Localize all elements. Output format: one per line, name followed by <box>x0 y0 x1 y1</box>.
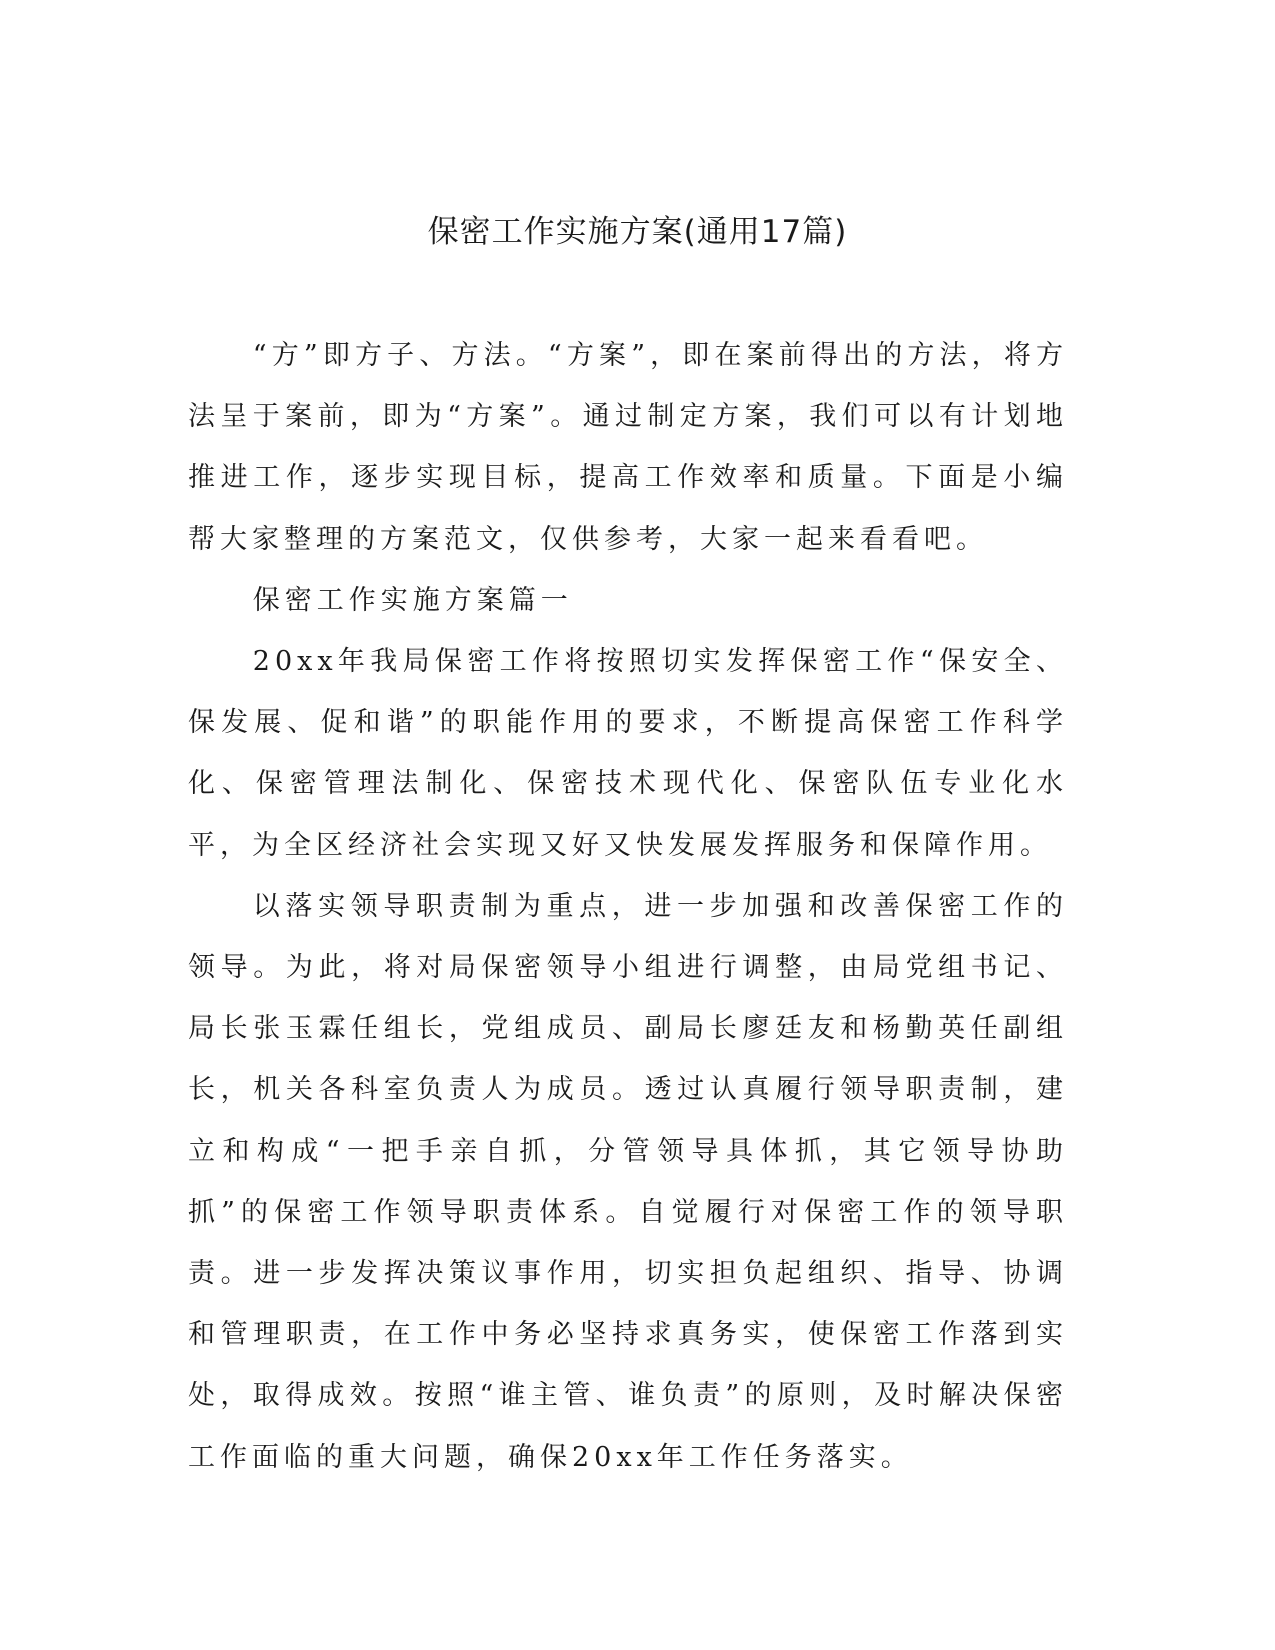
section-heading: 保密工作实施方案篇一 <box>252 584 573 616</box>
intro-paragraph: “方”即方子、方法。“方案”，即在案前得出的方法，将方法呈于案前，即为“方案”。通过制定方案，我们可以有计划地推进工作，逐步实现目标，提高工作效率和质量。下面是小编帮大家整理的方案范文，仅供参考，大家一起来看看吧。 <box>188 340 1068 555</box>
document-body <box>188 325 1068 1488</box>
body-paragraph: 以落实领导职责制为重点，进一步加强和改善保密工作的领导。为此，将对局保密领导小组进行调整，由局党组书记、局长张玉霖任组长，党组成员、副局长廖廷友和杨勤英任副组长，机关各科室负责人为成员。透过认真履行领导职责制，建立和构成“一把手亲自抓，分管领导具体抓，其它领导协助抓”的保密工作领导职责体系。自觉履行对保密工作的领导职责。进一步发挥决策议事作用，切实担负起组织、指导、协调和管理职责，在工作中务必坚持求真务实，使保密工作落到实处，取得成效。按照“谁主管、谁负责”的原则，及时解决保密工作面临的重大问题，确保20xx年工作任务落实。 <box>188 890 1068 1473</box>
document-title: 保密工作实施方案(通用17篇) <box>427 214 848 250</box>
body-paragraph: 20xx年我局保密工作将按照切实发挥保密工作“保安全、保发展、促和谐”的职能作用的要求，不断提高保密工作科学化、保密管理法制化、保密技术现代化、保密队伍专业化水平，为全区经济社会实现又好又快发展发挥服务和保障作用。 <box>188 646 1068 861</box>
